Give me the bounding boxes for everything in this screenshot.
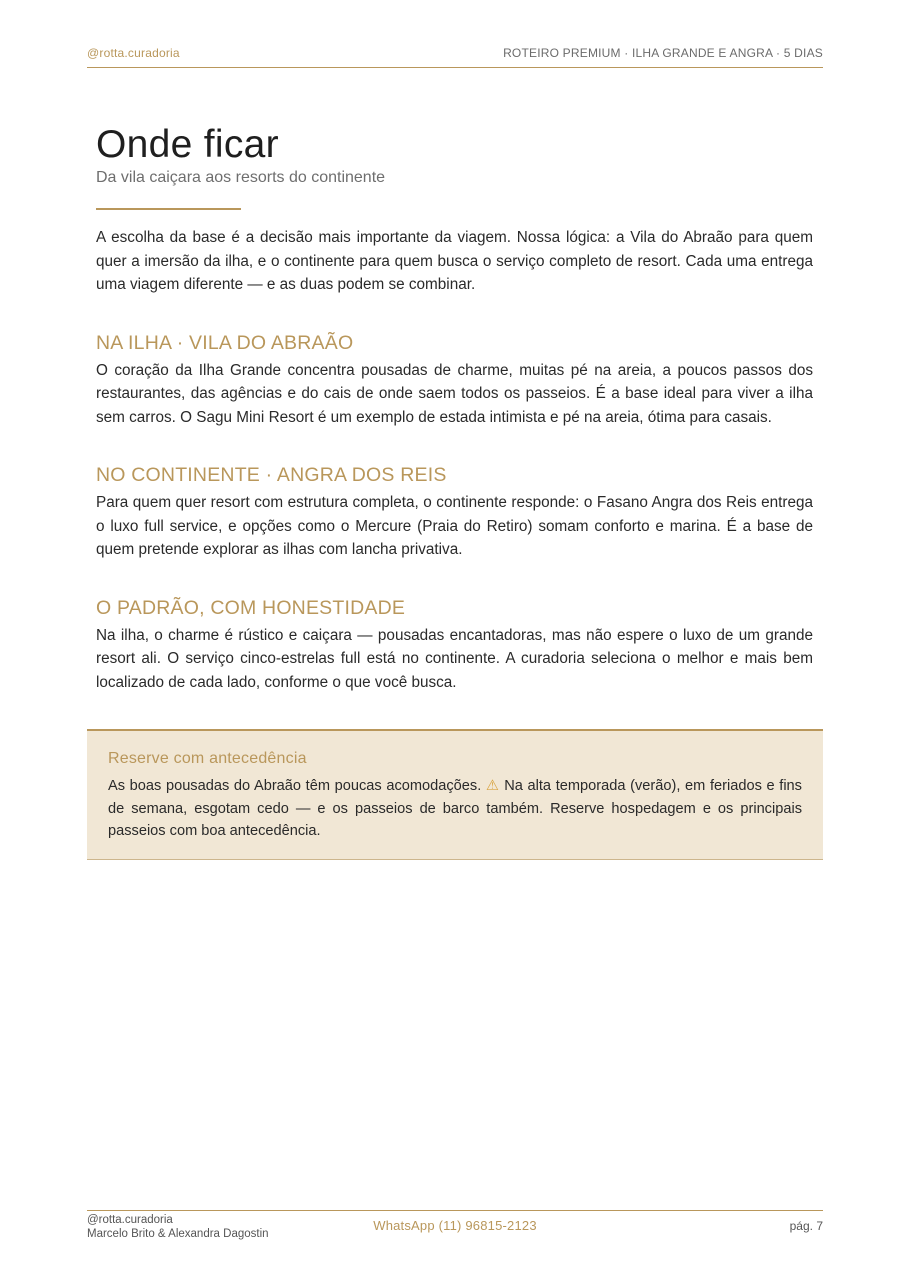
callout-text <box>108 775 802 843</box>
main-content <box>96 120 813 694</box>
title-divider <box>96 208 241 210</box>
footer-page-number: pág. 7 <box>789 1219 823 1233</box>
footer-whatsapp: WhatsApp (11) 96815-2123 <box>373 1218 537 1233</box>
section-heading-continente: NO CONTINENTE · ANGRA DOS REIS <box>96 464 447 486</box>
section-text-continente: Para quem quer resort com estrutura completa, o continente responde: o Fasano Angra dos Reis entrega o luxo full service, e opções como o Mercure (Praia do Retiro) somam conforto e marina. É a base de quem pretende explorar as ilhas com lancha privativa. <box>96 494 813 558</box>
section-heading-padrao: O PADRÃO, COM HONESTIDADE <box>96 596 406 619</box>
section-text-ilha: O coração da Ilha Grande concentra pousadas de charme, muitas pé na areia, a poucos passos dos restaurantes, das agências e do cais de onde saem todos os passeios. É a base ideal para viver a ilha sem carros. O Sagu Mini Resort é um exemplo de estada intimista e pé na areia, ótima para casais. <box>96 361 813 426</box>
header-handle: @rotta.curadoria <box>87 46 180 60</box>
callout-title: Reserve com antecedência <box>108 750 307 767</box>
header-doc-title: ROTEIRO PREMIUM · ILHA GRANDE E ANGRA · 5 DIAS <box>503 46 823 60</box>
page-title: Onde ficar <box>96 123 279 166</box>
footer-authors: Marcelo Brito & Alexandra Dagostin <box>87 1228 269 1240</box>
page-footer <box>87 1210 823 1251</box>
warning-icon: ⚠ <box>485 778 500 794</box>
section-heading-ilha: NA ILHA · VILA DO ABRAÃO <box>96 331 354 354</box>
callout-text-before: As boas pousadas do Abraão têm poucas acomodações. <box>108 778 486 794</box>
page-header <box>87 46 823 68</box>
intro-paragraph: A escolha da base é a decisão mais importante da viagem. Nossa lógica: a Vila do Abraão para quem quer a imersão da ilha, e o continente para quem busca o serviço completo de resort. Cada uma entrega uma viagem diferente — e as duas podem se combinar. <box>96 229 813 293</box>
footer-handle: @rotta.curadoria <box>87 1214 173 1226</box>
callout-text-after: Na alta temporada (verão), em feriados e fins de semana, esgotam cedo — e os passeios de barco também. Reserve hospedagem e os principais passeios com boa antecedência. <box>108 778 802 839</box>
page-subtitle: Da vila caiçara aos resorts do continente <box>96 169 386 186</box>
reservation-callout <box>87 729 823 860</box>
section-text-padrao: Na ilha, o charme é rústico e caiçara — pousadas encantadoras, mas não espere o luxo de um grande resort ali. O serviço cinco-estrelas full está no continente. A curadoria seleciona o melhor e mais bem localizado de cada lado, conforme o que você busca. <box>96 626 813 691</box>
